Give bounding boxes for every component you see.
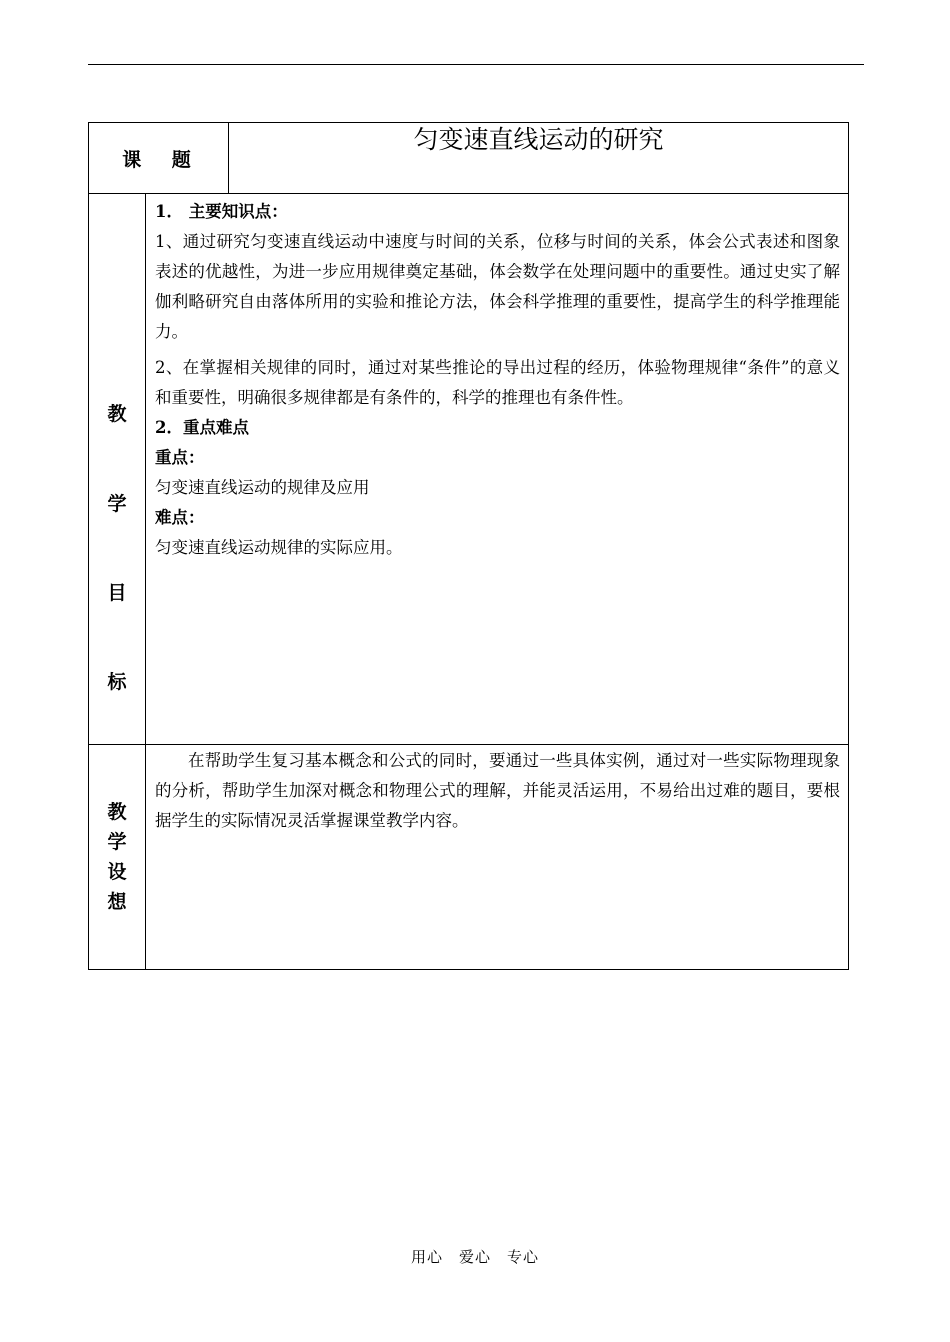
topic-label: 课 题 <box>89 123 229 193</box>
topic-row <box>88 122 849 194</box>
key-difficult-heading: 2．重点难点 <box>155 418 249 437</box>
objectives-content <box>155 197 840 563</box>
key-point-label: 重点： <box>155 448 205 467</box>
objectives-label-char: 教 <box>107 403 127 425</box>
objective-paragraph-2: 2、在掌握相关规律的同时，通过对某些推论的导出过程的经历，体验物理规律“条件”的意义和重要性，明确很多规律都是有条件的，科学的推理也有条件性。 <box>155 358 840 407</box>
design-label-char: 教 <box>107 801 127 823</box>
objectives-label-char: 学 <box>107 493 127 515</box>
objectives-label-char: 标 <box>107 671 127 693</box>
objective-paragraph-1: 1、通过研究匀变速直线运动中速度与时间的关系，位移与时间的关系，体会公式表述和图象表述的优越性，为进一步应用规律奠定基础，体会数学在处理问题中的重要性。通过史实了解伽利略研究自由落体所用的实验和推论方法，体会科学推理的重要性，提高学生的科学推理能力。 <box>155 232 840 341</box>
lesson-title: 匀变速直线运动的研究 <box>413 125 664 154</box>
design-label-char: 设 <box>107 861 127 883</box>
key-point-text: 匀变速直线运动的规律及应用 <box>155 478 370 497</box>
header-rule <box>88 64 864 65</box>
knowledge-heading: 1． 主要知识点： <box>155 202 288 221</box>
design-row <box>88 744 849 970</box>
difficult-point-label: 难点： <box>155 508 205 527</box>
page-footer: 用心 爱心 专心 <box>410 1248 539 1266</box>
objectives-label-char: 目 <box>107 582 127 604</box>
design-content: 在帮助学生复习基本概念和公式的同时，要通过一些具体实例，通过对一些实际物理现象的分析，帮助学生加深对概念和物理公式的理解，并能灵活运用，不易给出过难的题目，要根据学生的实际情况灵活掌握课堂教学内容。 <box>155 751 840 830</box>
objectives-label <box>89 194 146 744</box>
difficult-point-text: 匀变速直线运动规律的实际应用。 <box>155 538 403 557</box>
design-label-char: 想 <box>107 891 127 913</box>
objectives-row <box>88 193 849 745</box>
design-label <box>89 745 146 969</box>
design-label-char: 学 <box>107 831 127 853</box>
